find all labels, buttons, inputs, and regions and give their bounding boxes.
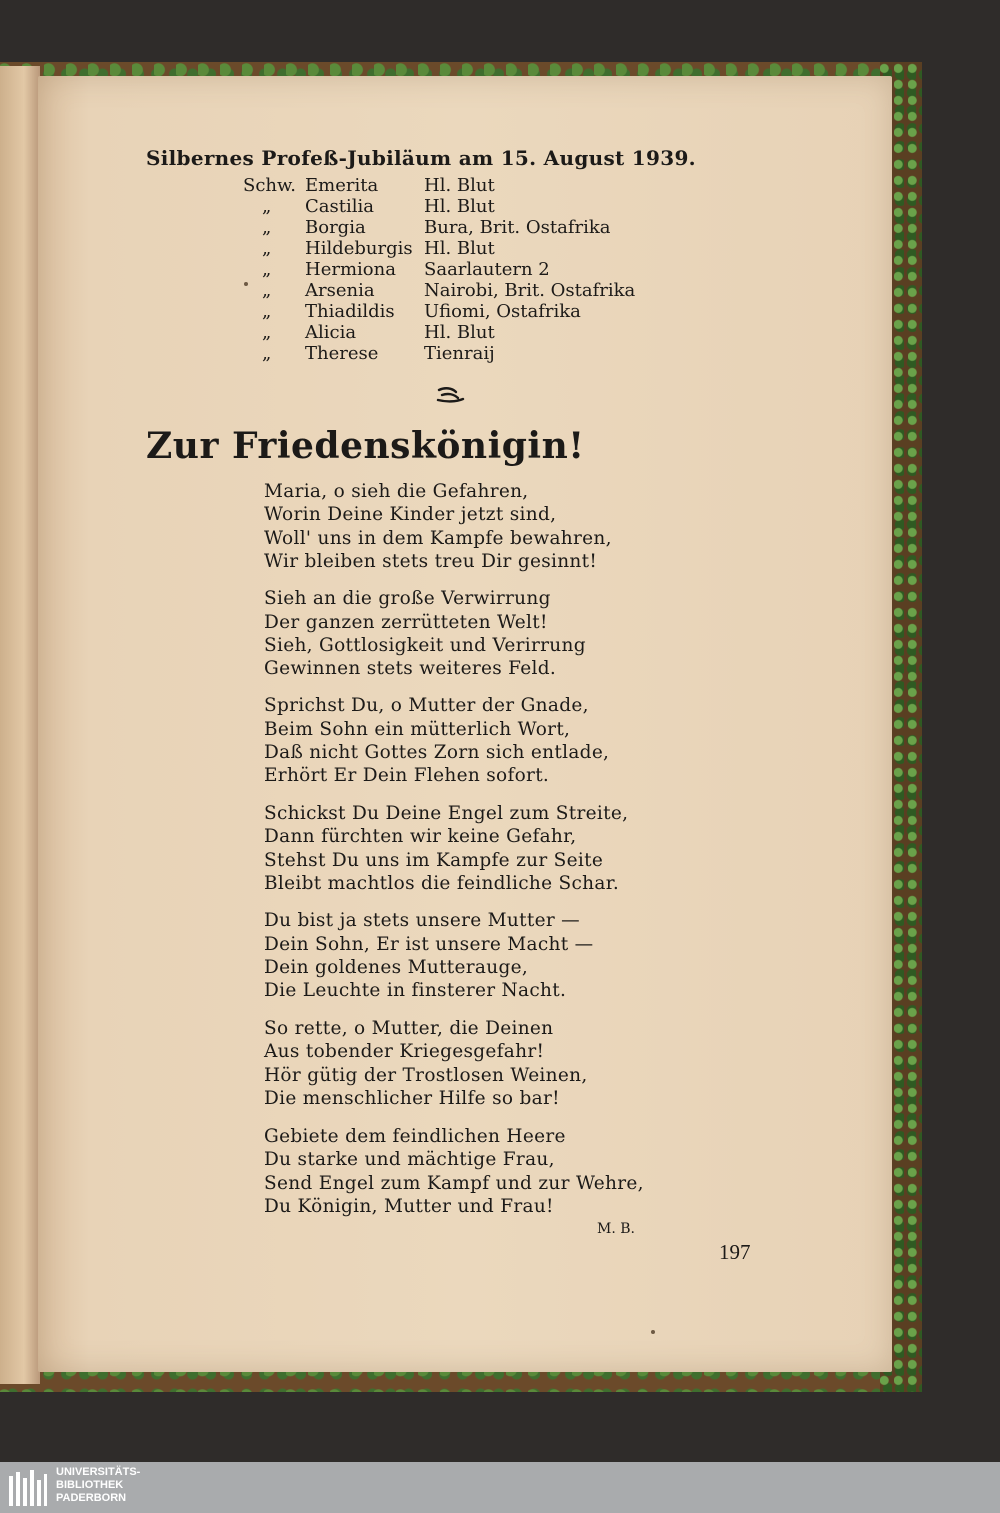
list-prefix: „ [262,322,272,343]
list-name: Castilia [305,196,374,217]
poem-title: Zur Friedenskönigin! [146,425,585,467]
list-name: Therese [305,343,379,364]
verse-line: Aus tobender Kriegesgefahr! [264,1041,545,1062]
list-place: Tienraij [424,343,495,364]
list-place: Bura, Brit. Ostafrika [424,217,611,238]
ornament-divider-icon [436,386,466,404]
list-place: Hl. Blut [424,175,495,196]
list-name: Alicia [305,322,357,343]
verse-line: Die menschlicher Hilfe so bar! [264,1088,560,1109]
library-logo-text [56,1466,140,1505]
list-prefix: „ [262,343,272,364]
list-place: Hl. Blut [424,322,495,343]
verse-line: Dein Sohn, Er ist unsere Macht — [264,934,594,955]
verse-line: Du bist ja stets unsere Mutter — [264,910,580,931]
verse-line: Hör gütig der Trostlosen Weinen, [264,1065,588,1086]
verse-line: Daß nicht Gottes Zorn sich entlade, [264,742,610,763]
library-footer-bar [0,1462,1000,1513]
verse-line: Du starke und mächtige Frau, [264,1149,555,1170]
library-logo-icon [8,1468,48,1508]
list-place: Nairobi, Brit. Ostafrika [424,280,636,301]
verse-line: Die Leuchte in finsterer Nacht. [264,980,567,1001]
list-place: Hl. Blut [424,196,495,217]
paper-speck [244,282,248,286]
verse-line: Sieh, Gottlosigkeit und Verirrung [264,635,586,656]
list-prefix: „ [262,238,272,259]
verse-line: Wir bleiben stets treu Dir gesinnt! [264,551,598,572]
list-place: Ufiomi, Ostafrika [424,301,581,322]
list-prefix: „ [262,301,272,322]
list-name: Borgia [305,217,366,238]
list-prefix: Schw. [243,175,296,196]
verse-line: Du Königin, Mutter und Frau! [264,1196,554,1217]
verse-line: Erhört Er Dein Flehen sofort. [264,765,550,786]
verse-line: Bleibt machtlos die feindliche Schar. [264,873,620,894]
verse-line: Stehst Du uns im Kampfe zur Seite [264,850,604,871]
list-prefix: „ [262,259,272,280]
list-name: Arsenia [305,280,375,301]
list-prefix: „ [262,196,272,217]
verse-line: Gebiete dem feindlichen Heere [264,1126,566,1147]
list-name: Hermiona [305,259,396,280]
jubilee-heading: Silbernes Profeß-Jubiläum am 15. August 1939. [146,146,696,170]
verse-line: Der ganzen zerrütteten Welt! [264,612,548,633]
verse-line: Woll' uns in dem Kampfe bewahren, [264,528,612,549]
list-name: Hildeburgis [305,238,413,259]
verse-line: Sieh an die große Verwirrung [264,588,551,609]
verse-line: Send Engel zum Kampf und zur Wehre, [264,1173,644,1194]
verse-line: Worin Deine Kinder jetzt sind, [264,504,557,525]
verse-line: Dein goldenes Mutterauge, [264,957,529,978]
verse-line: Maria, o sieh die Gefahren, [264,481,529,502]
verse-line: Sprichst Du, o Mutter der Gnade, [264,695,589,716]
list-prefix: „ [262,280,272,301]
author-signature: M. B. [597,1221,635,1237]
list-name: Emerita [305,175,379,196]
paper-speck [651,1330,655,1334]
verse-line: Gewinnen stets weiteres Feld. [264,658,557,679]
logo-line: PADERBORN [56,1492,127,1504]
page-number: 197 [719,1240,751,1264]
logo-line: UNIVERSITÄTS- [56,1466,141,1478]
logo-line: BIBLIOTHEK [56,1479,124,1491]
verse-line: Schickst Du Deine Engel zum Streite, [264,803,629,824]
list-prefix: „ [262,217,272,238]
list-name: Thiadildis [305,301,395,322]
list-place: Hl. Blut [424,238,495,259]
verse-line: Beim Sohn ein mütterlich Wort, [264,719,571,740]
verse-line: Dann fürchten wir keine Gefahr, [264,826,577,847]
facing-page-edge [0,66,40,1384]
verse-line: So rette, o Mutter, die Deinen [264,1018,554,1039]
list-place: Saarlautern 2 [424,259,550,280]
